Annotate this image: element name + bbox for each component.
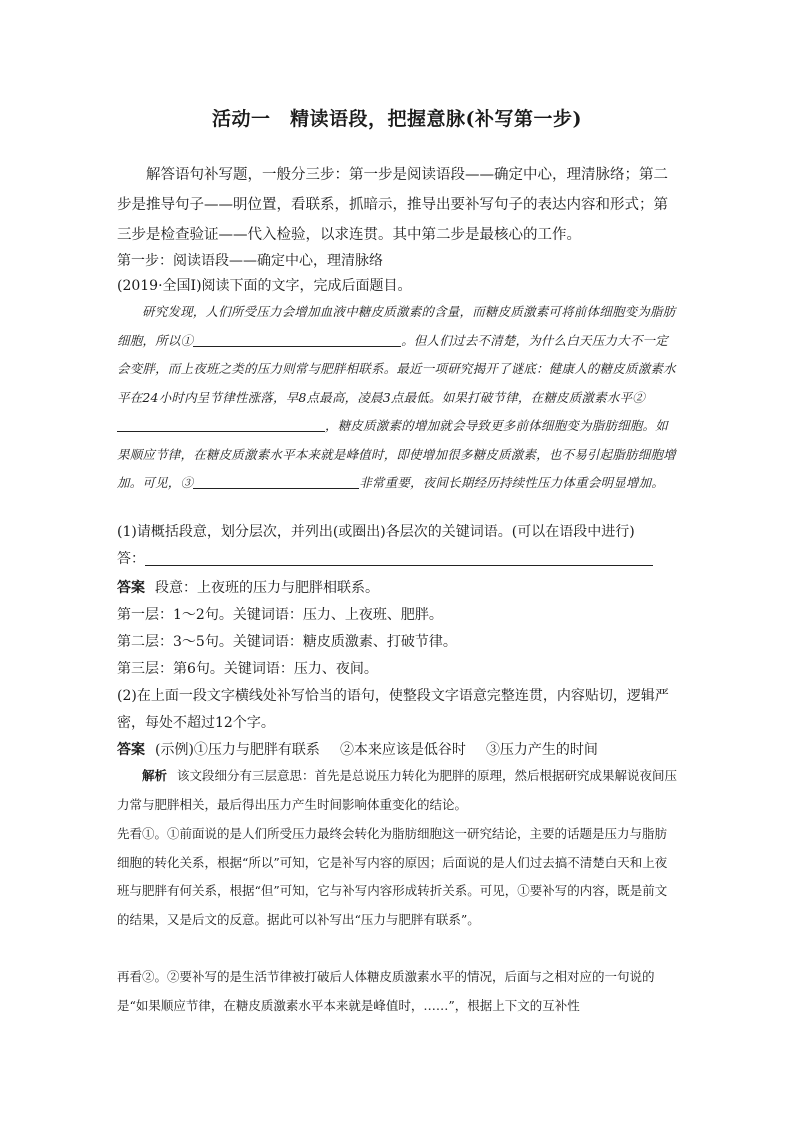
passage-text-4: 非常重要，夜间长期经历持续性压力体重会明显增加。 bbox=[359, 475, 665, 490]
blank-1[interactable] bbox=[193, 332, 401, 347]
step-one-heading: 第一步：阅读语段——确定中心，理清脉络 bbox=[117, 253, 383, 269]
analysis-paragraph-1: 先看①。①前面说的是人们所受压力最终会转化为脂肪细胞这一研究结论，主要的话题是压力与脂肪细胞的转化关系，根据“所以”可知，它是补写内容的原因；后面说的是人们过去搞不清楚白天和上夜班与肥胖有何关系，根据“但”可知，它与补写内容形成转折关系。可见，①要补写的内容，既是前文的结果，又是后文的反意。据此可以补写出“压力与肥胖有联系”。 bbox=[117, 826, 668, 927]
answer-1-summary-row bbox=[117, 577, 379, 597]
answer-2-row bbox=[117, 739, 598, 759]
analysis-paragraph-0 bbox=[117, 762, 679, 819]
analysis-paragraph-2: 再看②。②要补写的是生活节律被打破后人体糖皮质激素水平的情况，后面与之相对应的一句说的是“如果顺应节律，在糖皮质激素水平本来就是峰值时，……”，根据上下文的互补性 bbox=[117, 969, 655, 1013]
blank-marker-1: ① bbox=[180, 332, 194, 348]
answer-1-row bbox=[117, 548, 653, 568]
question-2: (2)在上面一段文字横线处补写恰当的语句，使整段文字语意完整连贯，内容贴切，逻辑严密，每处不超过12个字。 bbox=[117, 688, 669, 731]
source-line: (2019·全国Ⅰ)阅读下面的文字，完成后面题目。 bbox=[117, 278, 412, 294]
answer-1-layer-2: 第二层：3～5句。关键词语：糖皮质激素、打破节律。 bbox=[117, 634, 457, 650]
passage-text-1: 研究发现，人们所受压力会增加血液中糖皮质激素的含量，而糖皮质激素可将前体细胞变为脂肪细胞，所以 bbox=[117, 304, 676, 348]
answer-label: 答案 bbox=[117, 580, 145, 596]
answer-2-item-3: ③压力产生的时间 bbox=[485, 742, 598, 758]
page-title: 活动一 精读语段，把握意脉(补写第一步) bbox=[212, 108, 582, 130]
answer-1-layer-1: 第一层：1～2句。关键词语：压力、上夜班、肥胖。 bbox=[117, 607, 443, 623]
answer-2-item-1: (示例)①压力与肥胖有联系 bbox=[155, 742, 320, 758]
answer-2-item-2: ②本来应该是低谷时 bbox=[339, 742, 466, 758]
answer-label: 答案 bbox=[117, 742, 145, 758]
blank-2[interactable] bbox=[117, 417, 325, 432]
analysis-text-0: 该文段细分有三层意思：首先是总说压力转化为肥胖的原理，然后根据研究成果解说夜间压力常与肥胖相关，最后得出压力产生时间影响体重变化的结论。 bbox=[117, 768, 678, 812]
intro-paragraph: 解答语句补写题，一般分三步：第一步是阅读语段——确定中心，理清脉络；第二步是推导句子——明位置，看联系，抓暗示，推导出要补写句子的表达内容和形式；第三步是检查验证——代入检验，以求连贯。其中第二步是最核心的工作。 bbox=[117, 167, 668, 243]
blank-marker-2: ② bbox=[632, 389, 645, 405]
question-1: (1)请概括段意，划分层次，并列出(或圈出)各层次的关键词语。(可以在语段中进行) bbox=[117, 524, 635, 540]
answer-1-summary: 段意：上夜班的压力与肥胖相联系。 bbox=[155, 580, 379, 596]
passage-text-2: 。但人们过去不清楚，为什么白天压力大不一定会变胖，而上夜班之类的压力则常与肥胖相联系。最近一项研究揭开了谜底：健康人的糖皮质激素水平在24小时内呈节律性涨落，早8点最高，凌晨3点最低。如果打破节律，在糖皮质激素水平 bbox=[117, 332, 676, 405]
blank-marker-3: ③ bbox=[180, 475, 194, 490]
answer-1-prefix: 答： bbox=[117, 551, 145, 567]
passage-text-3: ，糖皮质激素的增加就会导致更多前体细胞变为脂肪细胞。如果顺应节律，在糖皮质激素水平本来就是峰值时，即使增加很多糖皮质激素，也不易引起脂肪细胞增加。可见， bbox=[117, 418, 676, 490]
blank-3[interactable] bbox=[193, 474, 359, 489]
answer-1-layer-3: 第三层：第6句。关键词语：压力、夜间。 bbox=[117, 661, 378, 677]
analysis-label: 解析 bbox=[142, 768, 168, 783]
answer-1-line[interactable] bbox=[145, 551, 653, 566]
reading-passage bbox=[117, 298, 679, 498]
